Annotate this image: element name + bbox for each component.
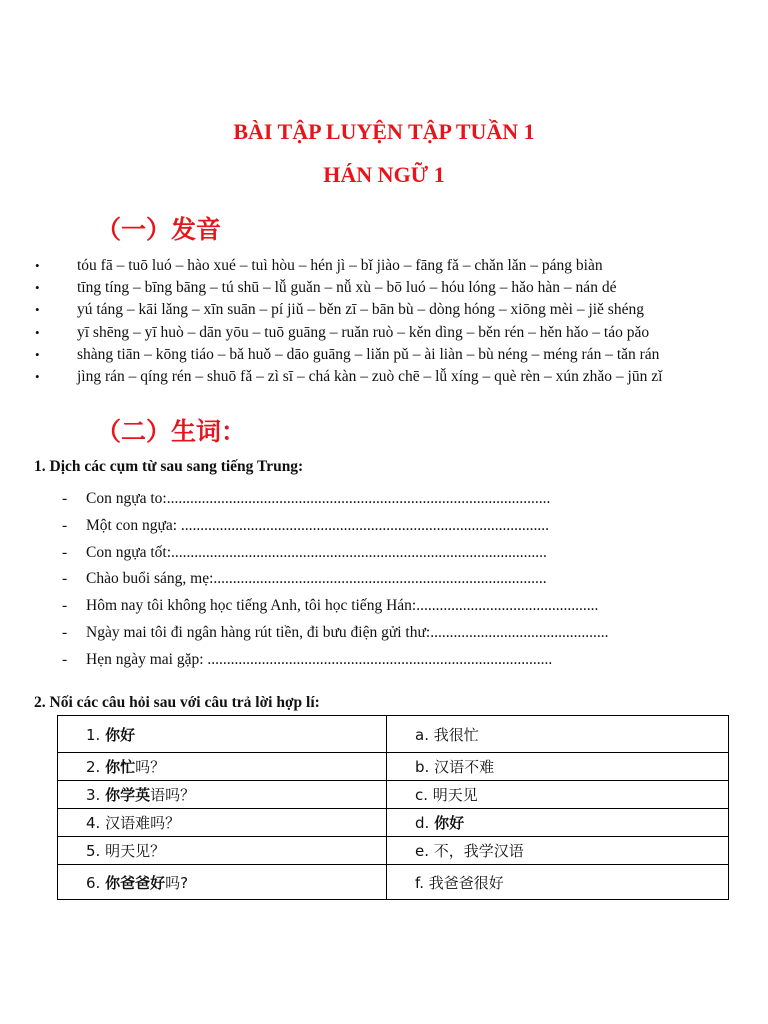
translation-text: Con ngựa tốt:................................................................................................. — [86, 543, 547, 561]
dash-marker: - — [62, 543, 68, 561]
table-row — [58, 781, 729, 809]
translation-item — [0, 647, 608, 674]
table-row — [58, 753, 729, 781]
table-row — [58, 809, 729, 837]
pinyin-line — [0, 366, 662, 388]
question-cell: 3. 你学英语吗？ — [58, 781, 387, 809]
question-cell: 1. 你好 — [58, 716, 387, 753]
matching-table — [57, 715, 729, 900]
translation-text: Ngày mai tôi đi ngân hàng rút tiền, đi bưu điện gửi thư:.............................................. — [86, 623, 609, 641]
question-2-title: 2. Nối các câu hỏi sau với câu trả lời hợp lí: — [34, 694, 320, 711]
pinyin-text: jìng rán – qíng rén – shuō fǎ – zì sī – chá kàn – zuò chē – lǚ xíng – què rèn – xún zhǎo – jūn zǐ — [77, 367, 663, 385]
dash-marker: - — [62, 623, 68, 641]
translation-item — [0, 593, 608, 620]
translation-item — [0, 620, 608, 647]
bullet-icon: • — [35, 324, 40, 340]
bullet-icon: • — [35, 302, 40, 318]
answer-cell: a. 我很忙 — [387, 716, 729, 753]
question-cell: 2. 你忙吗？ — [58, 753, 387, 781]
dash-marker: - — [62, 570, 68, 588]
table-row — [58, 716, 729, 753]
answer-cell: e. 不，我学汉语 — [387, 837, 729, 865]
section-pronunciation-heading: （一）发音 — [96, 215, 222, 244]
dash-marker: - — [62, 650, 68, 668]
dash-marker: - — [62, 516, 68, 534]
translation-text: Con ngựa to:................................................................................................... — [86, 490, 551, 507]
pinyin-line — [0, 322, 662, 344]
pinyin-list — [0, 255, 662, 388]
dash-marker: - — [62, 490, 68, 507]
pinyin-text: tóu fā – tuō luó – hào xué – tuì hòu – hén jì – bǐ jiào – fāng fǎ – chǎn lǎn – páng biàn — [77, 257, 603, 274]
translation-list — [0, 486, 608, 674]
pinyin-line — [0, 255, 662, 277]
answer-cell: d. 你好 — [387, 809, 729, 837]
table-row — [58, 837, 729, 865]
pinyin-line — [0, 277, 662, 299]
question-cell: 5. 明天见？ — [58, 837, 387, 865]
answer-cell: b. 汉语不难 — [387, 753, 729, 781]
section-vocabulary-heading: （二）生词： — [96, 417, 247, 446]
question-cell: 6. 你爸爸好吗? — [58, 865, 387, 900]
translation-item — [0, 566, 608, 593]
bullet-icon: • — [35, 368, 40, 384]
answer-cell: c. 明天见 — [387, 781, 729, 809]
page-title: BÀI TẬP LUYỆN TẬP TUẦN 1 — [233, 119, 535, 144]
pinyin-text: yú táng – kāi lǎng – xīn suān – pí jiǔ – běn zī – bān bù – dòng hóng – xiōng mèi – jiě shéng — [77, 301, 644, 319]
table-row — [58, 865, 729, 900]
bullet-icon: • — [35, 258, 40, 273]
page-subtitle: HÁN NGỮ 1 — [323, 162, 445, 187]
bullet-icon: • — [35, 280, 40, 296]
translation-text: Chào buổi sáng, mẹ:...................................................................................... — [86, 570, 547, 588]
translation-item — [0, 513, 608, 540]
translation-item — [0, 486, 608, 513]
answer-cell: f. 我爸爸很好 — [387, 865, 729, 900]
bullet-icon: • — [35, 346, 40, 362]
pinyin-text: tīng tíng – bīng bāng – tú shū – lǚ guǎn – nǚ xù – bō luó – hóu lóng – hǎo hàn – nán dé — [77, 279, 617, 297]
translation-item — [0, 540, 608, 567]
pinyin-line — [0, 344, 662, 366]
translation-text: Hẹn ngày mai gặp: ......................................................................................... — [86, 650, 553, 668]
translation-text: Một con ngựa: ............................................................................................... — [86, 516, 550, 534]
translation-text: Hôm nay tôi không học tiếng Anh, tôi học tiếng Hán:............................................... — [86, 597, 599, 615]
dash-marker: - — [62, 597, 68, 615]
pinyin-text: shàng tiān – kōng tiáo – bǎ huǒ – dāo guāng – liǎn pǔ – ài liàn – bù néng – méng rán – tǎn rán — [77, 345, 660, 363]
question-cell: 4. 汉语难吗？ — [58, 809, 387, 837]
pinyin-text: yī shēng – yī huò – dān yōu – tuō guāng – ruǎn ruò – kěn dìng – běn rén – hěn hǎo – táo pǎo — [77, 323, 650, 341]
pinyin-line — [0, 299, 662, 321]
question-1-title: 1. Dịch các cụm từ sau sang tiếng Trung: — [34, 458, 304, 475]
